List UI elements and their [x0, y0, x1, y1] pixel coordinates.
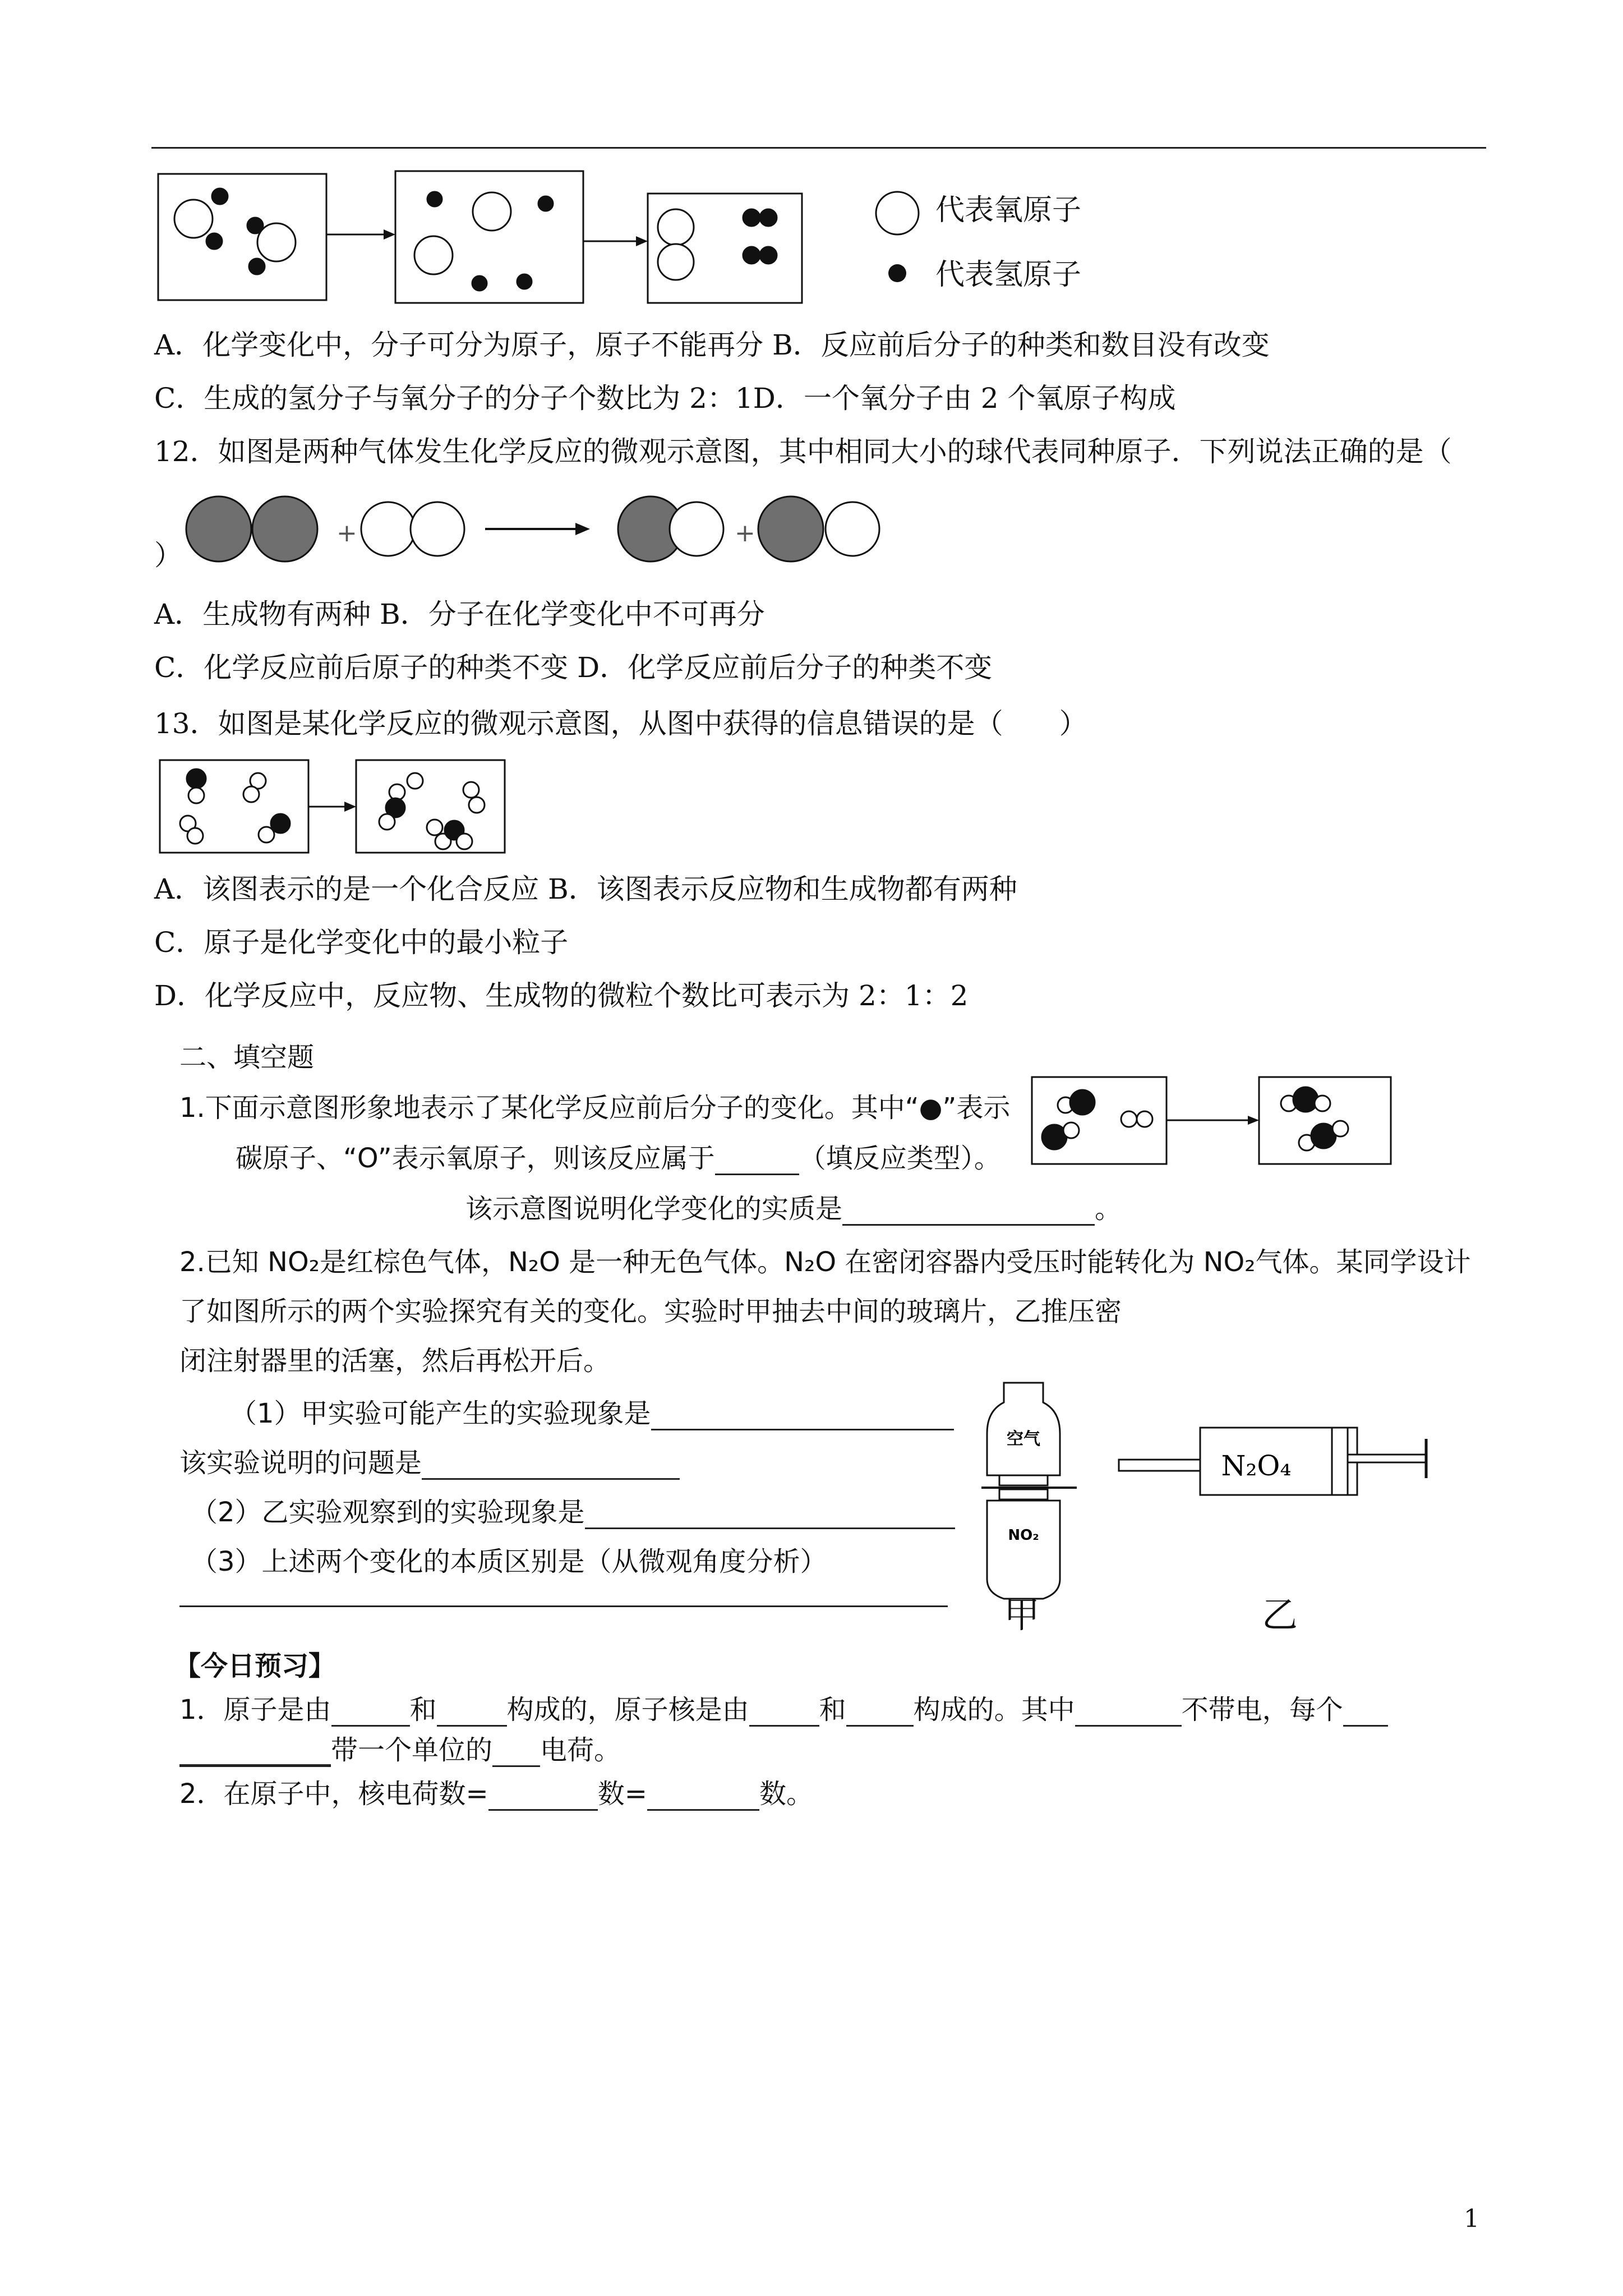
- fill1-reaction-diagram: [1029, 1074, 1394, 1170]
- label-jia: 甲: [1004, 1595, 1040, 1636]
- preview-l1-f: 不带电，每个: [1181, 1694, 1343, 1726]
- preview-l1-a: 1．原子是由: [179, 1694, 331, 1726]
- fill2-q1b: [179, 1446, 680, 1480]
- blank-p1-2[interactable]: [437, 1698, 507, 1727]
- q12-options-cd: C．化学反应前后原子的种类不变 D．化学反应前后分子的种类不变: [154, 651, 993, 684]
- preview-l1-c: 构成的，原子核是由: [506, 1694, 749, 1726]
- preview-l1-e: 构成的。其中: [913, 1694, 1075, 1726]
- fill2-line1: 2.已知 NO₂是红棕色气体，N₂O 是一种无色气体。N₂O 在密闭容器内受压时能转化为 NO₂气体。某同学设计: [179, 1246, 1471, 1278]
- fill1-line1: 1.下面示意图形象地表示了某化学反应前后分子的变化。其中“●”表示: [179, 1092, 1011, 1124]
- bottle-no2-label: NO₂: [1008, 1527, 1039, 1544]
- fill2-q1b-text: 该实验说明的问题是: [179, 1447, 422, 1479]
- q13-option-d: D．化学反应中，反应物、生成物的微粒个数比可表示为 2：1：2: [154, 979, 969, 1012]
- blank-p1-1[interactable]: [331, 1698, 410, 1727]
- blank-p1-8[interactable]: [492, 1738, 540, 1767]
- fill1-line3: [465, 1192, 1122, 1226]
- q11-options-cd: C．生成的氢分子与氧分子的分子个数比为 2：1D．一个氧分子由 2 个氧原子构成: [154, 382, 1176, 415]
- fill2-q2: [191, 1496, 955, 1529]
- preview-line1-cont: [179, 1733, 621, 1767]
- jia-phenomenon-blank[interactable]: [651, 1402, 954, 1430]
- blank-p2-1[interactable]: [488, 1782, 598, 1811]
- reaction-type-blank[interactable]: [715, 1147, 799, 1175]
- syringe-n2o4-label: N₂O₄: [1221, 1450, 1292, 1482]
- blank-p2-2[interactable]: [647, 1782, 759, 1811]
- q11-options-ab: A．化学变化中，分子可分为原子，原子不能再分 B．反应前后分子的种类和数目没有改变: [154, 329, 1270, 361]
- q12-reaction-diagram: [185, 494, 897, 567]
- fill1-period: 。: [1095, 1193, 1122, 1225]
- q13-options-ab: A．该图表示的是一个化合反应 B．该图表示反应物和生成物都有两种: [154, 873, 1017, 905]
- preview-l2-a: 2．在原子中，核电荷数=: [179, 1778, 488, 1810]
- bottles-apparatus: [981, 1377, 1094, 1613]
- page-number: 1: [1464, 2205, 1479, 2233]
- q12-close-paren: ）: [154, 539, 182, 572]
- preview-l1-d: 和: [819, 1694, 846, 1726]
- q13-reaction-diagram: [157, 757, 516, 858]
- difference-answer-blank[interactable]: [179, 1605, 948, 1607]
- q12-options-ab: A．生成物有两种 B．分子在化学变化中不可再分: [154, 598, 765, 631]
- preview-line1: [179, 1693, 1388, 1727]
- q11-reaction-diagram: [151, 168, 824, 309]
- fill2-q1: [230, 1397, 954, 1430]
- preview-heading: 【今日预习】: [174, 1650, 336, 1682]
- blank-p1-6[interactable]: [1343, 1698, 1388, 1727]
- fill1-line2-prefix: 碳原子、“O”表示氧原子，则该反应属于: [236, 1143, 715, 1174]
- blank-p1-7[interactable]: [179, 1737, 331, 1767]
- hydrogen-legend-icon: [883, 259, 911, 287]
- preview-l1-h: 电荷。: [540, 1734, 621, 1766]
- fill1-line3-text: 该示意图说明化学变化的实质是: [465, 1193, 843, 1225]
- blank-p1-4[interactable]: [846, 1698, 914, 1727]
- q12-plus-2: +: [735, 519, 755, 547]
- essence-blank[interactable]: [842, 1197, 1095, 1226]
- q13-option-c: C．原子是化学变化中的最小粒子: [154, 926, 569, 959]
- q13-stem: 13．如图是某化学反应的微观示意图，从图中获得的信息错误的是（ ）: [154, 707, 1087, 740]
- q12-plus-1: +: [336, 519, 357, 547]
- fill2-line3: 闭注射器里的活塞，然后再松开后。: [179, 1345, 611, 1377]
- jia-explanation-blank[interactable]: [422, 1451, 680, 1480]
- fill2-line2: 了如图所示的两个实验探究有关的变化。实验时甲抽去中间的玻璃片，乙推压密: [179, 1296, 1122, 1327]
- legend-hydrogen-label: 代表氢原子: [935, 258, 1082, 292]
- fill2-q2-text: （2）乙实验观察到的实验现象是: [191, 1497, 585, 1528]
- preview-l2-b: 数=: [597, 1778, 647, 1810]
- header-rule: [151, 147, 1486, 149]
- syringe-apparatus: [1116, 1419, 1441, 1498]
- preview-line2: [179, 1777, 813, 1811]
- section-heading: 二、填空题: [179, 1042, 315, 1073]
- blank-p1-5[interactable]: [1075, 1698, 1182, 1727]
- blank-p1-3[interactable]: [749, 1698, 819, 1727]
- fill2-q1-text: （1）甲实验可能产生的实验现象是: [230, 1398, 651, 1429]
- q12-stem: 12．如图是两种气体发生化学反应的微观示意图，其中相同大小的球代表同种原子．下列说法正确的是（: [154, 435, 1452, 468]
- bottle-air-label: 空气: [1007, 1429, 1040, 1449]
- label-yi: 乙: [1262, 1595, 1298, 1636]
- oxygen-legend-icon: [872, 188, 923, 238]
- fill2-q3: （3）上述两个变化的本质区别是（从微观角度分析）: [191, 1546, 827, 1577]
- legend-oxygen-label: 代表氧原子: [935, 194, 1082, 227]
- preview-l2-c: 数。: [759, 1778, 814, 1810]
- fill1-line2: [236, 1142, 1001, 1175]
- preview-l1-b: 和: [409, 1694, 437, 1726]
- yi-phenomenon-blank[interactable]: [585, 1501, 955, 1529]
- preview-l1-g: 带一个单位的: [331, 1734, 493, 1766]
- fill1-line2-suffix: （填反应类型）。: [799, 1143, 1001, 1174]
